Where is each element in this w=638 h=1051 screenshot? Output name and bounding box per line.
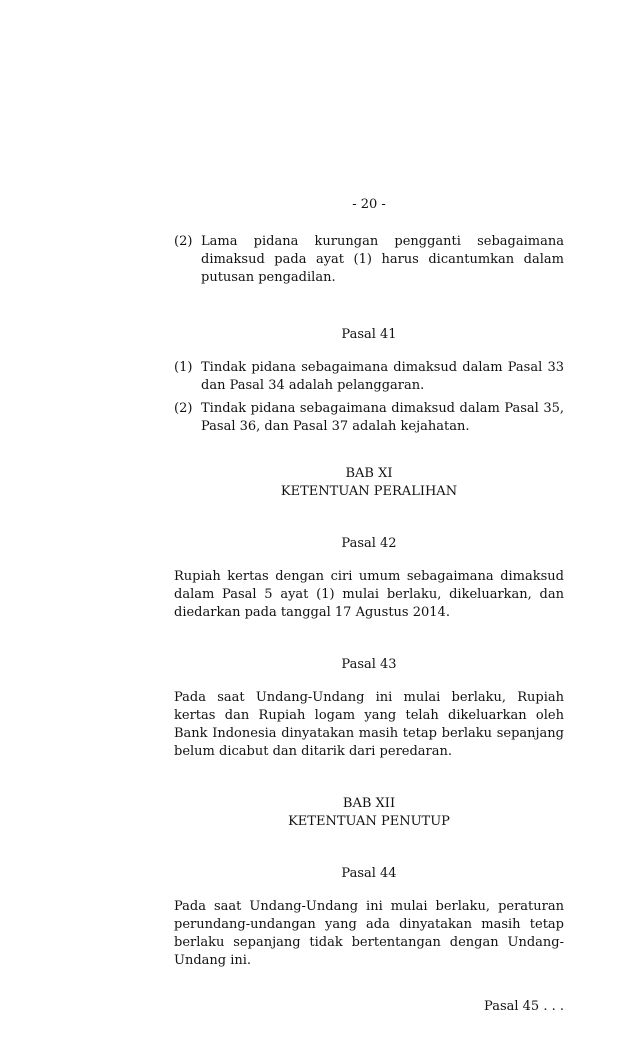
list-item — [174, 359, 564, 395]
bab-xi-title: KETENTUAN PERALIHAN — [280, 484, 458, 499]
pasal-42-text: Rupiah kertas dengan ciri umum sebagaimana dimaksud dalam Pasal 5 ayat (1) mulai berlaku, dikeluarkan, dan diedarkan pada tanggal 17 Agustus 2014. — [174, 569, 564, 620]
item-number: (2) — [174, 234, 193, 249]
pasal-42-heading: Pasal 42 — [341, 536, 397, 551]
list-item — [174, 400, 564, 436]
pasal-44-text: Pada saat Undang-Undang ini mulai berlaku, peraturan perundang-undangan yang ada dinyatakan masih tetap berlaku sepanjang tidak bertentangan dengan Undang-Undang ini. — [174, 899, 564, 968]
bab-xi-number: BAB XI — [345, 466, 393, 481]
item-text: Lama pidana kurungan pengganti sebagaimana dimaksud pada ayat (1) harus dicantumkan dalam putusan pengadilan. — [201, 234, 564, 285]
bab-xii-title: KETENTUAN PENUTUP — [288, 814, 450, 829]
item-text: Tindak pidana sebagaimana dimaksud dalam Pasal 33 dan Pasal 34 adalah pelanggaran. — [201, 360, 564, 393]
bab-xi-block — [174, 465, 564, 501]
pasal-44-heading: Pasal 44 — [341, 866, 397, 881]
bab-xii-number: BAB XII — [342, 796, 396, 811]
item-text: Tindak pidana sebagaimana dimaksud dalam Pasal 35, Pasal 36, dan Pasal 37 adalah kejahatan. — [201, 401, 564, 434]
pasal-41-heading: Pasal 41 — [341, 327, 397, 342]
pasal-43-text: Pada saat Undang-Undang ini mulai berlaku, Rupiah kertas dan Rupiah logam yang telah dikeluarkan oleh Bank Indonesia dinyatakan masih tetap berlaku sepanjang belum dicabut dan ditarik dari peredaran. — [174, 690, 564, 759]
bab-xii-block — [174, 795, 564, 831]
pasal-43-heading: Pasal 43 — [341, 657, 397, 672]
page-number: - 20 - — [352, 197, 386, 212]
next-page-reference: Pasal 45 . . . — [484, 999, 564, 1014]
item-number: (1) — [174, 360, 193, 375]
list-item — [174, 233, 564, 287]
item-number: (2) — [174, 401, 193, 416]
document-page — [174, 196, 564, 1016]
